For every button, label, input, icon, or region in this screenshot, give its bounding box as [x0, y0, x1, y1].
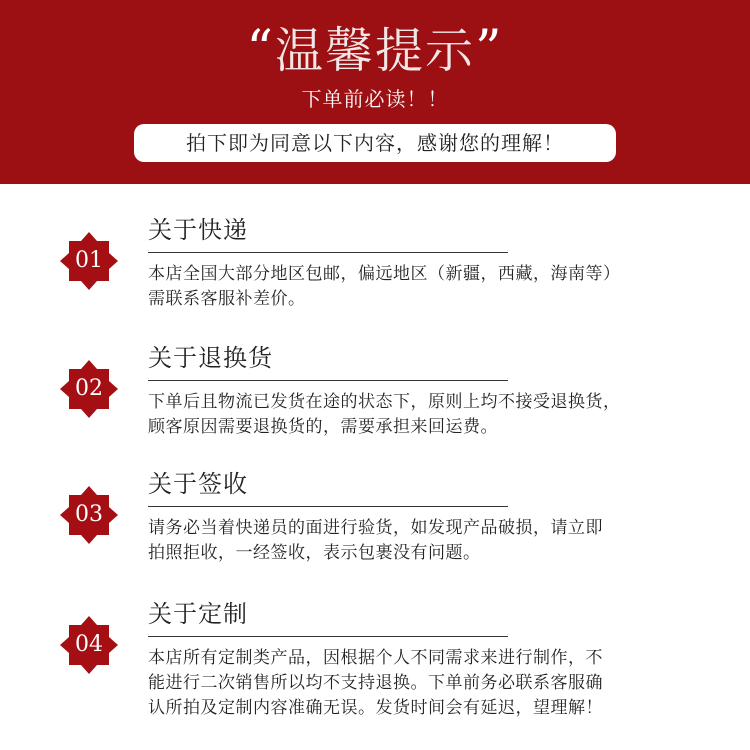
section-number: 01 [75, 248, 103, 273]
section-divider [148, 252, 508, 253]
section-badge [60, 232, 118, 290]
section-body [148, 516, 708, 566]
section-badge [60, 486, 118, 544]
body-line: 拍照拒收，一经签收，表示包裹没有问题。 [148, 543, 481, 563]
section-badge [60, 360, 118, 418]
body-line: 请务必当着快递员的面进行验货，如发现产品破损，请立即 [148, 518, 603, 538]
section-badge [60, 616, 118, 674]
body-line: 认所拍及定制内容准确无误。发货时间会有延迟，望理解！ [148, 698, 603, 718]
section-body [148, 390, 708, 440]
section-title: 关于快递 [148, 216, 248, 244]
section-signing [0, 468, 750, 588]
page-title [0, 20, 750, 81]
section-returns [0, 342, 750, 462]
close-quote: ” [475, 20, 504, 80]
section-number: 02 [75, 376, 103, 401]
body-line: 能进行二次销售所以均不支持退换。下单前务必联系客服确 [148, 673, 603, 693]
body-line: 本店所有定制类产品，因根据个人不同需求来进行制作，不 [148, 648, 603, 668]
body-line: 下单后且物流已发货在途的状态下，原则上均不接受退换货， [148, 392, 621, 412]
header-banner [0, 0, 750, 184]
subtitle: 下单前必读！！ [301, 87, 449, 111]
section-body [148, 262, 708, 312]
body-line: 顾客原因需要退换货的，需要承担来回运费。 [148, 417, 498, 437]
section-custom [0, 598, 750, 738]
section-title: 关于退换货 [148, 344, 273, 372]
notice-pill: 拍下即为同意以下内容，感谢您的理解！ [134, 124, 616, 162]
section-divider [148, 380, 508, 381]
section-shipping [0, 214, 750, 334]
section-divider [148, 506, 508, 507]
body-line: 本店全国大部分地区包邮，偏远地区（新疆，西藏，海南等） [148, 264, 621, 284]
section-body [148, 646, 708, 721]
section-title: 关于定制 [148, 600, 248, 628]
section-title: 关于签收 [148, 470, 248, 498]
body-line: 需联系客服补差价。 [148, 289, 306, 309]
section-number: 03 [75, 502, 103, 527]
section-divider [148, 636, 508, 637]
title-text: 温馨提示 [274, 23, 475, 79]
open-quote: “ [246, 20, 275, 80]
section-number: 04 [75, 632, 103, 657]
